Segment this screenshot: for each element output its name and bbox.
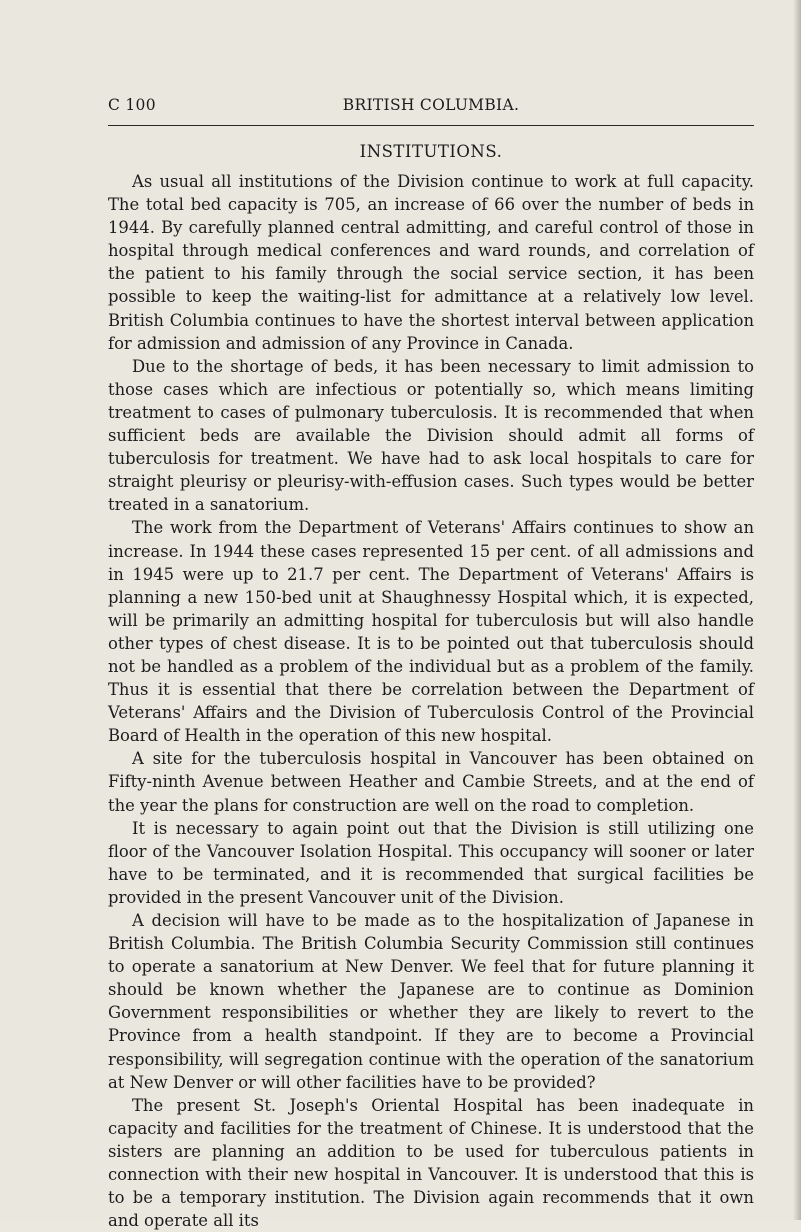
page-edge-shadow xyxy=(793,0,801,1220)
paragraph: As usual all institutions of the Division continue to work at full capacity. The total bed capacity is 705, an increase of 66 over the number of beds in 1944. By carefully planned central admitting, and careful control of those in hospital through medical conferences and ward rounds, and correlation of the patient to his family through the social service section, it has been possible to keep the waiting-list for admittance at a relatively low level. British Columbia continues to have the shortest interval between application for admission and admission of any Province in Canada. xyxy=(108,172,754,353)
paragraph: The work from the Department of Veterans' Affairs continues to show an increase. In 1944 these cases represented 15 per cent. of all admissions and in 1945 were up to 21.7 per cent. The Department of Veterans' Affairs is planning a new 150-bed unit at Shaughnessy Hospital which, it is expected, will be primarily an admitting hospital for tuberculosis but will also handle other types of chest disease. It is to be pointed out that tuberculosis should not be handled as a problem of the individual but as a problem of the family. Thus it is essential that there be correlation between the Department of Veterans' Affairs and the Division of Tuberculosis Control of the Provincial Board of Health in the operation of this new hospital. xyxy=(108,518,754,746)
paragraph: It is necessary to again point out that the Division is still utilizing one floor of the Vancouver Isolation Hospital. This occupancy will sooner or later have to be terminated, and it is recommended that surgical facilities be provided in the present Vancouver unit of the Division. xyxy=(108,818,754,907)
paragraph: A decision will have to be made as to the hospitalization of Japanese in British Columbia. The British Columbia Security Commission still continues to operate a sanatorium at New Denver. We feel that for future planning it should be known whether the Japanese are to continue as Dominion Government responsibilities or whether they are likely to revert to the Province from a health standpoint. If they are to become a Provincial responsibility, will segregation continue with the operation of the sanatorium at New Denver or will other facilities have to be provided? xyxy=(108,911,754,1092)
body-text xyxy=(108,170,754,1232)
paragraph: The present St. Joseph's Oriental Hospital has been inadequate in capacity and facilities for the treatment of Chinese. It is understood that the sisters are planning an addition to be used for tuberculous patients in connection with their new hospital in Vancouver. It is understood that this is to be a temporary institution. The Division again recommends that it own and operate all its xyxy=(108,1095,754,1231)
running-title: BRITISH COLUMBIA. xyxy=(342,96,520,114)
paragraph: Due to the shortage of beds, it has been necessary to limit admission to those cases which are infectious or potentially so, which means limiting treatment to cases of pulmonary tuberculosis. It is recommended that when sufficient beds are available the Division should admit all forms of tuberculosis for treatment. We have had to ask local hospitals to care for straight pleurisy or pleurisy-with-effusion cases. Such types would be better treated in a sanatorium. xyxy=(108,356,754,515)
header-rule xyxy=(108,125,754,126)
paragraph: A site for the tuberculosis hospital in Vancouver has been obtained on Fifty-ninth Avenue between Heather and Cambie Streets, and at the end of the year the plans for construction are well on the road to completion. xyxy=(108,749,754,815)
section-heading: INSTITUTIONS. xyxy=(359,142,503,161)
running-header xyxy=(108,96,754,118)
page-number: C 100 xyxy=(108,96,156,114)
